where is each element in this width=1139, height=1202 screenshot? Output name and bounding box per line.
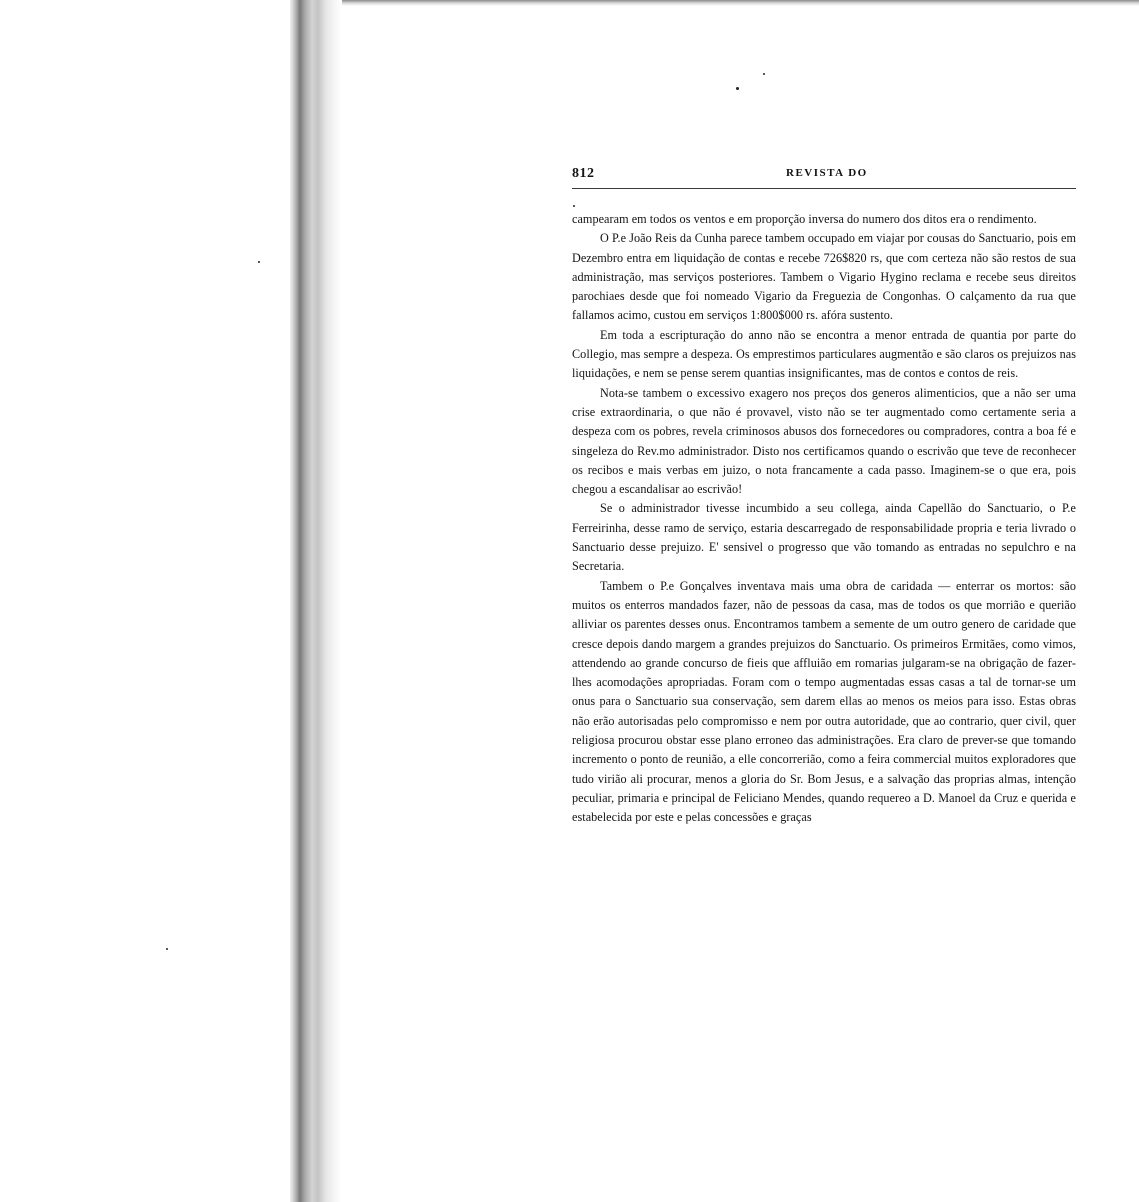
book-spine-shadow [290, 0, 342, 1202]
body-text [572, 210, 1076, 828]
ink-speck [763, 73, 765, 75]
ink-speck [258, 261, 260, 263]
paragraph: campearam em todos os ventos e em proporção inversa do numero dos ditos era o rendimento. [572, 212, 1037, 226]
blank-facing-page [0, 0, 290, 1202]
page-number: 812 [572, 166, 595, 181]
running-head: REVISTA DO [786, 167, 868, 179]
page-header [572, 166, 1076, 189]
ink-speck [736, 87, 739, 90]
paragraph: Se o administrador tivesse incumbido a seu collega, ainda Capellão do Sanctuario, o P.e Ferreirinha, desse ramo de serviço, estaria descarregado de responsabilidade propria e teria livrado o Sanctuario desse prejuizo. E' sensivel o progresso que vão tomando as entradas no sepulchro e na Secretaria. [572, 501, 1076, 574]
page-top-edge [342, 0, 1139, 6]
paragraph: Tambem o P.e Gonçalves inventava mais uma obra de caridada — enterrar os mortos: são muitos os enterros mandados fazer, não de pessoas da casa, mas de todos os que morrião e querião alliviar os parentes desses onus. Encontramos tambem a semente de um outro genero de caridade que cresce depois dando margem a grandes prejuizos do Sanctuario. Os primeiros Ermitães, como vimos, attendendo ao grande concurso de fieis que affluião em romarias julgaram-se na obrigação de fazer-lhes acomodações apropriadas. Foram com o tempo augmentadas essas casas a tal de tornar-se um onus para o Sanctuario sua conservação, sem darem ellas ao menos os meios para isso. Estas obras não erão autorisadas pelo compromisso e nem por outra autoridade, que ao contrario, quer civil, quer religiosa procurou obstar esse plano erroneo das administrações. Era claro de prever-se que tomando incremento o ponto de reunião, a elle concorrerião, como a feira commercial muitos exploradores que tudo virião ali procurar, menos a gloria do Sr. Bom Jesus, e a salvação das proprias almas, intenção peculiar, primaria e principal de Feliciano Mendes, quando requereo a D. Manoel da Cruz e querida e estabelecida por este e pelas concessões e graças [572, 578, 1076, 825]
ink-speck [573, 205, 575, 207]
paragraph: O P.e João Reis da Cunha parece tambem occupado em viajar por cousas do Sanctuario, pois em Dezembro entra em liquidação de contas e recebe 726$820 rs, que com certeza não são restos de sua administração, mas serviços posteriores. Tambem o Vigario Hygino reclama e recebe seus direitos parochiaes desde que foi nomeado Vigario da Freguezia de Congonhas. O calçamento da rua que fallamos acimo, custou em serviços 1:800$000 rs. afóra sustento. [572, 231, 1076, 323]
paragraph: Em toda a escripturação do anno não se encontra a menor entrada de quantia por parte do Collegio, mas sempre a despeza. Os emprestimos particulares augmentão e são claros os prejuizos nas liquidações, e nem se pense serem quantias insignificantes, mas de contos e contos de reis. [572, 327, 1076, 381]
ink-speck [166, 948, 168, 950]
paragraph: Nota-se tambem o excessivo exagero nos preços dos generos alimenticios, que a não ser uma crise extraordinaria, o que não é provavel, visto não se ter augmentado como certamente seria a despeza com os pobres, revela criminosos abusos dos fornecedores ou compradores, contra a boa fé e singeleza do Rev.mo administrador. Disto nos certificamos quando o escrivão que teve de reconhecer os recibos e mais verbas em juizo, o nota francamente a cada passo. Imaginem-se o que era, pois chegou a escandalisar ao escrivão! [572, 385, 1076, 497]
